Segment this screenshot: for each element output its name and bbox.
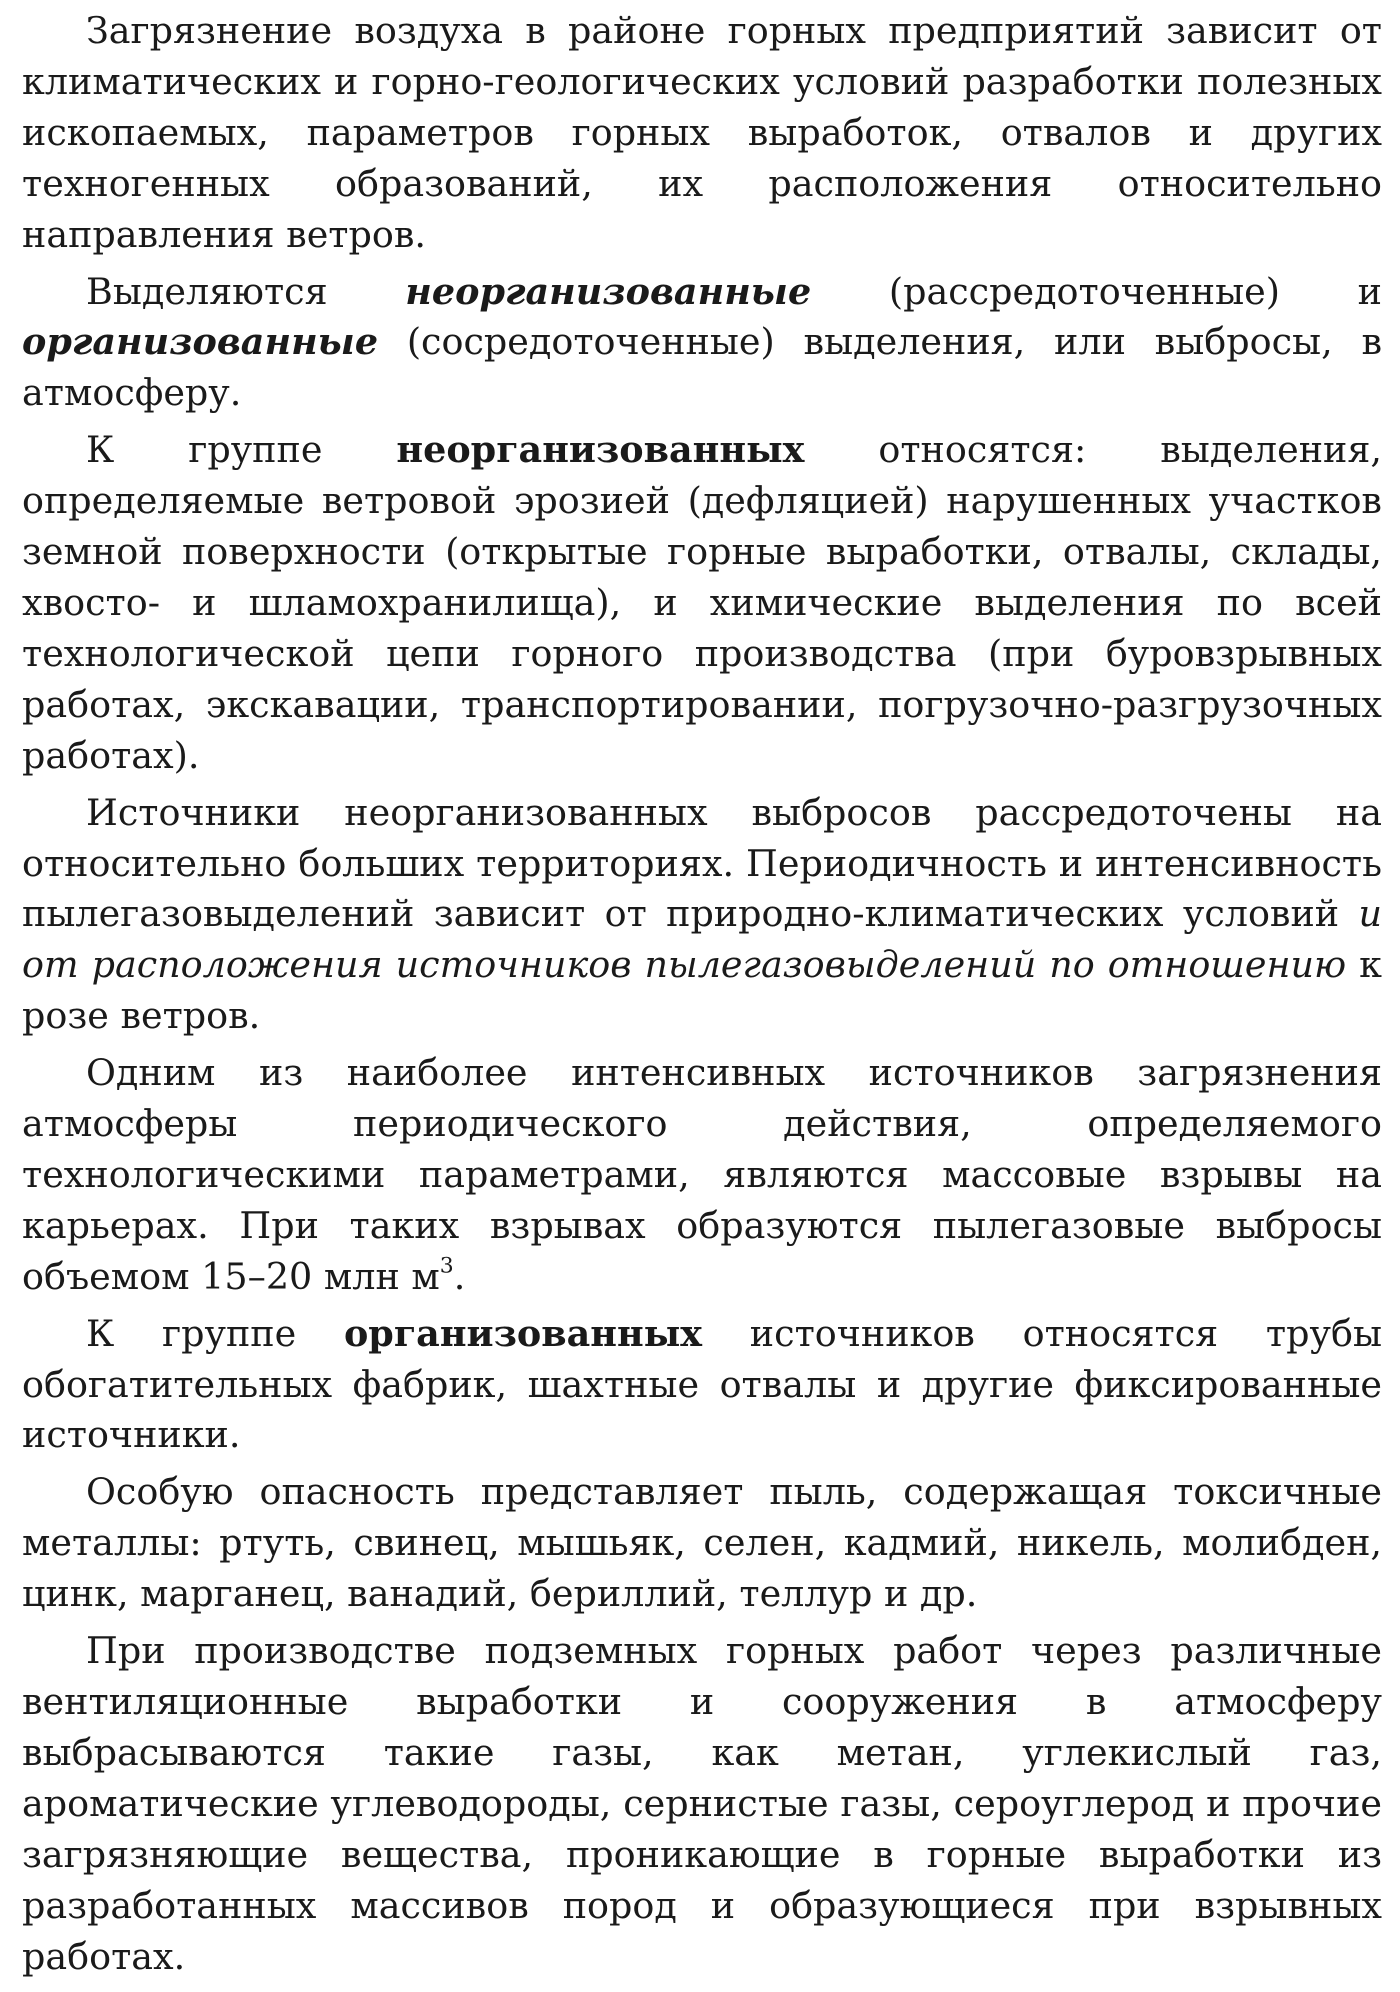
text-run: К группе	[86, 428, 397, 472]
italic-run: и от расположения источников пылегазовыделений по отношению	[22, 892, 1382, 987]
paragraph-toxic-metals: Особую опасность представляет пыль, содержащая токсичные металлы: ртуть, свинец, мышьяк, селен, кадмий, никель, молибден, цинк, марганец, ванадий, бериллий, теллур и др.	[22, 1470, 1382, 1616]
term-organized-bold: организованных	[343, 1311, 703, 1355]
text-run: (сосредоточенные) выделения, или выбросы, в атмосферу.	[22, 320, 1382, 415]
paragraph-emission-types	[22, 267, 1382, 420]
text-run: относятся: выделения, определяемые ветровой эрозией (дефляцией) нарушенных участков земной поверхности (открытые горные выработки, отвалы, склады, хвосто- и шламохранилища), и химические выделения по всей технологической цепи горного производства (при буровзрывных работах, экскавации, транспортировании, погрузочно-разгрузочных работах).	[22, 428, 1382, 777]
paragraph-underground-gases: При производстве подземных горных работ через различные вентиляционные выработки и сооружения в атмосферу выбрасываются такие газы, как метан, углекислый газ, ароматические углеводороды, сернистые газы, сероуглерод и прочие загрязняющие вещества, проникающие в горные выработки из разработанных массивов пород и образующиеся при взрывных работах.	[22, 1629, 1382, 1978]
text-run: (рассредоточенные) и	[811, 269, 1382, 313]
text-run: к розе ветров.	[22, 943, 1382, 1038]
text-run: К группе	[86, 1311, 344, 1355]
paragraph-unorganized-group	[22, 425, 1382, 781]
text-run: Источники неорганизованных выбросов рассредоточены на относительно больших территориях. Периодичность и интенсивность пылегазовыделений зависит от природно-климатических условий	[22, 790, 1382, 936]
term-organized: организованные	[22, 320, 379, 364]
paragraph-unorganized-sources	[22, 788, 1382, 1043]
text-run: .	[453, 1254, 466, 1298]
term-unorganized: неорганизованные	[405, 269, 812, 313]
paragraph-air-pollution-factors: Загрязнение воздуха в районе горных предприятий зависит от климатических и горно-геологических условий разработки полезных ископаемых, параметров горных выработок, отвалов и других техногенных образований, их расположения относительно направления ветров.	[22, 9, 1382, 256]
text-run: Выделяются	[86, 269, 406, 313]
paragraph-organized-group	[22, 1309, 1382, 1462]
paragraph-mass-explosions	[22, 1048, 1382, 1303]
text-run: Одним из наиболее интенсивных источников загрязнения атмосферы периодического действия, определяемого технологическими параметрами, являются массовые взрывы на карьерах. При таких взрывах образуются пылегазовые выбросы объемом 15–20 млн м	[22, 1051, 1382, 1298]
text-run: источников относятся трубы обогатительных фабрик, шахтные отвалы и другие фиксированные источники.	[22, 1311, 1382, 1457]
term-unorganized-bold: неорганизованных	[396, 428, 805, 472]
superscript-cubic: 3	[439, 1253, 454, 1279]
